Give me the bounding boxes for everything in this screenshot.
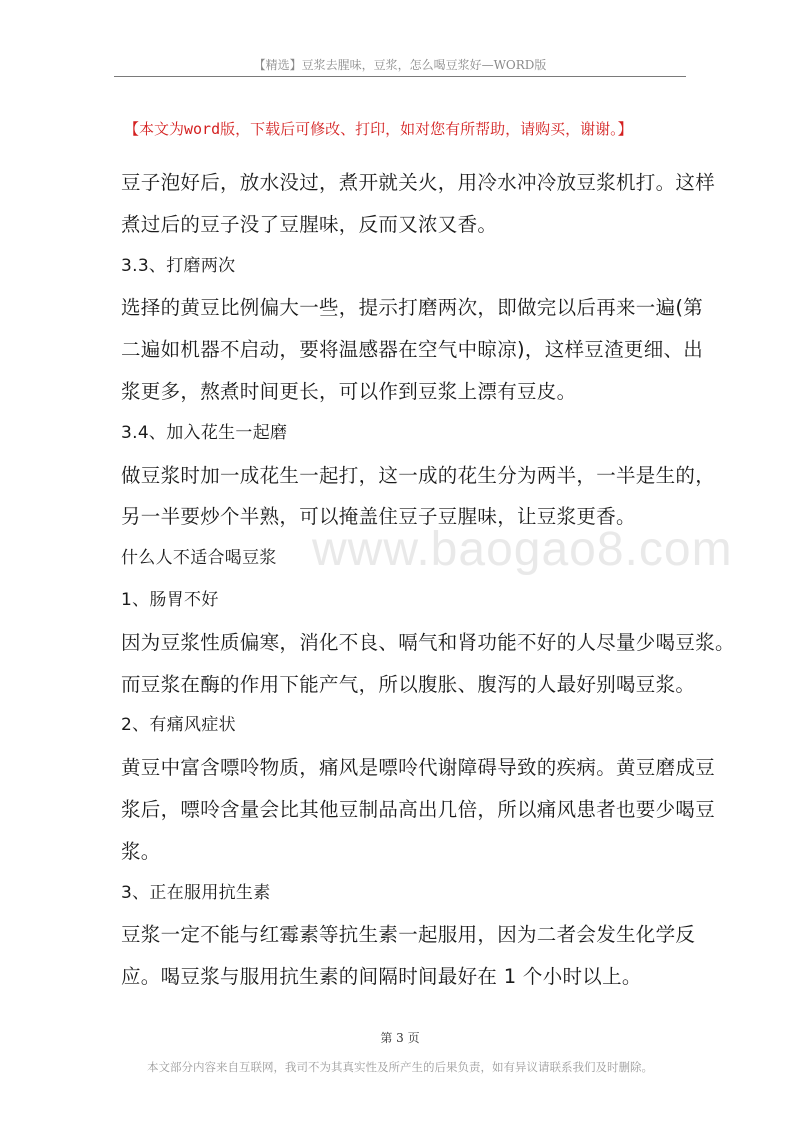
paragraph-line: 而豆浆在酶的作用下能产气，所以腹胀、腹泻的人最好别喝豆浆。 xyxy=(121,672,696,696)
page-header-title: 【精选】豆浆去腥味，豆浆，怎么喝豆浆好—WORD版 xyxy=(253,58,547,72)
footer-disclaimer: 本文部分内容来自互联网，我司不为其真实性及所产生的后果负责，如有异议请联系我们及时删除。 xyxy=(147,1060,653,1074)
section-heading: 3.3、打磨两次 xyxy=(121,255,236,276)
paragraph-line: 浆后，嘌呤含量会比其他豆制品高出几倍，所以痛风患者也要少喝豆 xyxy=(121,797,716,821)
paragraph-line: 因为豆浆性质偏寒，消化不良、嗝气和肾功能不好的人尽量少喝豆浆。 xyxy=(121,630,735,654)
paragraph-line: 煮过后的豆子没了豆腥味，反而又浓又香。 xyxy=(121,212,498,236)
section-heading: 2、有痛风症状 xyxy=(121,715,236,736)
section-heading: 1、肠胃不好 xyxy=(121,589,219,610)
paragraph-line: 黄豆中富含嘌呤物质，痛风是嘌呤代谢障碍导致的疾病。黄豆磨成豆 xyxy=(121,756,716,780)
paragraph-line: 应。喝豆浆与服用抗生素的间隔时间最好在 1 个小时以上。 xyxy=(121,965,642,989)
section-heading: 3.4、加入花生一起磨 xyxy=(121,422,288,443)
paragraph-line: 选择的黄豆比例偏大一些，提示打磨两次，即做完以后再来一遍(第 xyxy=(121,296,704,320)
paragraph-line: 浆。 xyxy=(121,839,161,863)
paragraph-line: 另一半要炒个半熟，可以掩盖住豆子豆腥味，让豆浆更香。 xyxy=(121,505,636,529)
paragraph-line: 浆更多，熬煮时间更长，可以作到豆浆上漂有豆皮。 xyxy=(121,379,577,403)
watermark: www.baogao8.com xyxy=(312,523,733,576)
section-heading: 什么人不适合喝豆浆 xyxy=(121,548,277,569)
paragraph-line: 豆子泡好后，放水没过，煮开就关火，用冷水冲冷放豆浆机打。这样 xyxy=(121,171,716,194)
article-body xyxy=(121,162,735,998)
header-divider xyxy=(114,76,686,77)
paragraph-line: 做豆浆时加一成花生一起打，这一成的花生分为两半，一半是生的， xyxy=(121,463,716,487)
section-heading: 3、正在服用抗生素 xyxy=(121,882,271,903)
page-number: 第 3 页 xyxy=(380,1031,420,1045)
paragraph-line: 二遍如机器不启动，要将温感器在空气中晾凉)，这样豆渣更细、出 xyxy=(121,338,704,362)
paragraph-line: 豆浆一定不能与红霉素等抗生素一起服用，因为二者会发生化学反 xyxy=(121,923,696,947)
download-notice: 【本文为word版，下载后可修改、打印，如对您有所帮助，请购买，谢谢。】 xyxy=(124,120,633,138)
